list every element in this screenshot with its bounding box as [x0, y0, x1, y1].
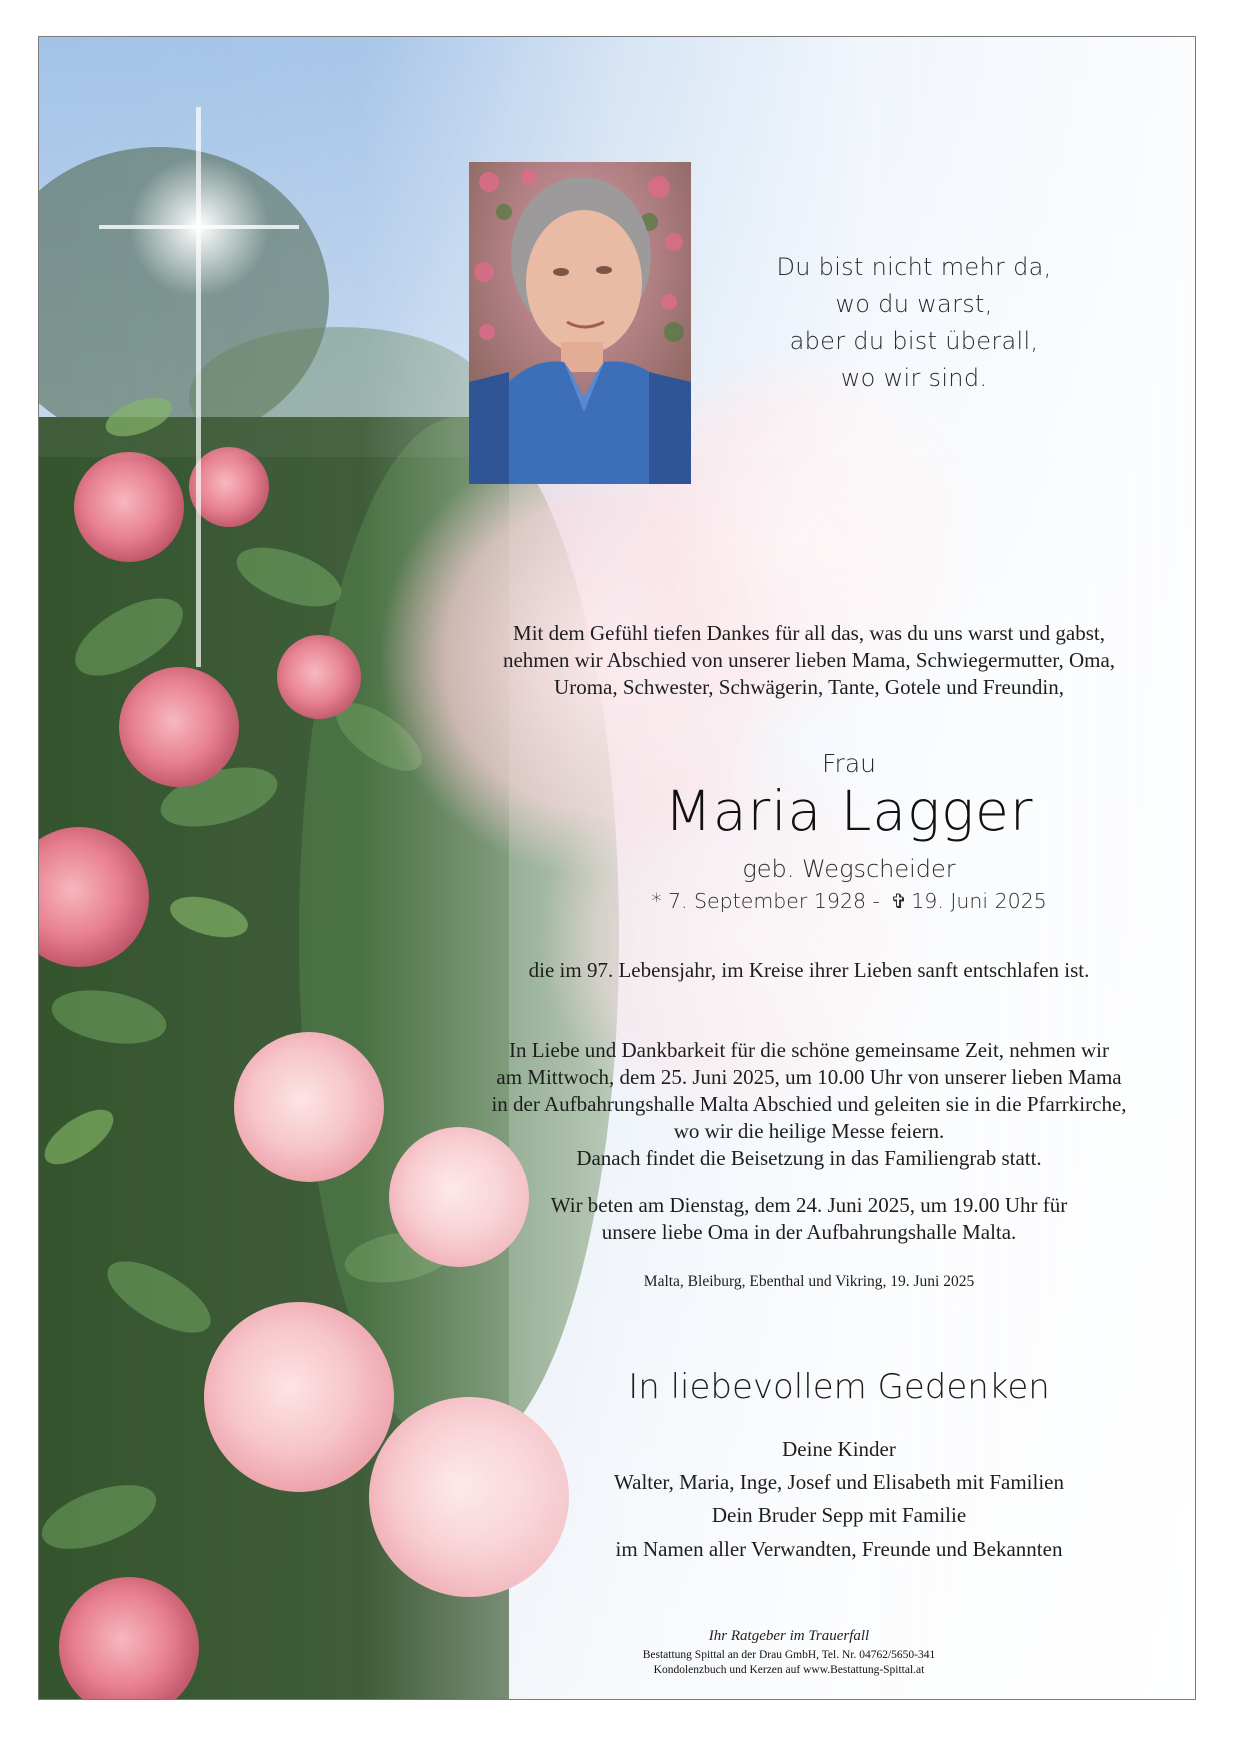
- place-and-date: Malta, Bleiburg, Ebenthal und Vikring, 19. Juni 2025: [643, 1273, 975, 1290]
- birth-date: * 7. September 1928 -: [651, 889, 880, 913]
- memory-heading: In liebevollem Gedenken: [628, 1367, 1050, 1407]
- prayer-line: unsere liebe Oma in der Aufbahrungshalle Malta.: [601, 1220, 1017, 1244]
- ceremony-line: am Mittwoch, dem 25. Juni 2025, um 10.00 Uhr von unserer lieben Mama: [496, 1065, 1122, 1089]
- funeral-home-footer: [569, 1648, 1009, 1678]
- cross-icon: ✞: [890, 889, 908, 913]
- obituary-card: [38, 36, 1196, 1700]
- prayer-text: [429, 1192, 1189, 1246]
- prayer-line: Wir beten am Dienstag, dem 24. Juni 2025, um 19.00 Uhr für: [550, 1193, 1068, 1217]
- ceremony-line: Danach findet die Beisetzung in das Familiengrab statt.: [576, 1146, 1042, 1170]
- life-dates: [539, 889, 1159, 913]
- ceremony-line: wo wir die heilige Messe feiern.: [673, 1119, 945, 1143]
- relatives-line: im Namen aller Verwandten, Freunde und Bekannten: [615, 1537, 1063, 1561]
- funeral-home-slogan: Ihr Ratgeber im Trauerfall: [708, 1628, 870, 1644]
- intro-line: Mit dem Gefühl tiefen Dankes für all das, was du uns warst und gabst,: [513, 621, 1105, 645]
- ceremony-line: In Liebe und Dankbarkeit für die schöne gemeinsame Zeit, nehmen wir: [508, 1038, 1110, 1062]
- quote-line: Du bist nicht mehr da,: [776, 253, 1052, 281]
- intro-line: Uroma, Schwester, Schwägerin, Tante, Gotele und Freundin,: [554, 675, 1064, 699]
- quote-line: aber du bist überall,: [789, 327, 1039, 355]
- mourner-line: Dein Bruder Sepp mit Familie: [711, 1503, 967, 1527]
- intro-line: nehmen wir Abschied von unserer lieben Mama, Schwiegermutter, Oma,: [502, 648, 1116, 672]
- farewell-intro: [429, 620, 1189, 701]
- footer-line: Bestattung Spittal an der Drau GmbH, Tel. Nr. 04762/5650-341: [642, 1649, 936, 1661]
- ceremony-line: in der Aufbahrungshalle Malta Abschied und geleiten sie in die Pfarrkirche,: [491, 1092, 1127, 1116]
- mourner-line: Walter, Maria, Inge, Josef und Elisabeth mit Familien: [613, 1470, 1065, 1494]
- quote-line: wo du warst,: [835, 290, 993, 318]
- funeral-ceremony-text: [429, 1037, 1189, 1172]
- deceased-name: Maria Lagger: [664, 779, 1034, 843]
- salutation: Frau: [821, 749, 876, 778]
- maiden-name: geb. Wegscheider: [742, 855, 956, 883]
- death-date: 19. Juni 2025: [911, 889, 1047, 913]
- memorial-quote: [769, 249, 1059, 397]
- quote-line: wo wir sind.: [840, 364, 988, 392]
- mourner-line: Deine Kinder: [782, 1437, 896, 1461]
- mourners-list: [479, 1433, 1196, 1532]
- footer-line: Kondolenzbuch und Kerzen auf www.Bestattung-Spittal.at: [653, 1664, 925, 1676]
- passing-statement: die im 97. Lebensjahr, im Kreise ihrer Lieben sanft entschlafen ist.: [528, 958, 1090, 982]
- portrait-photo: [469, 162, 691, 484]
